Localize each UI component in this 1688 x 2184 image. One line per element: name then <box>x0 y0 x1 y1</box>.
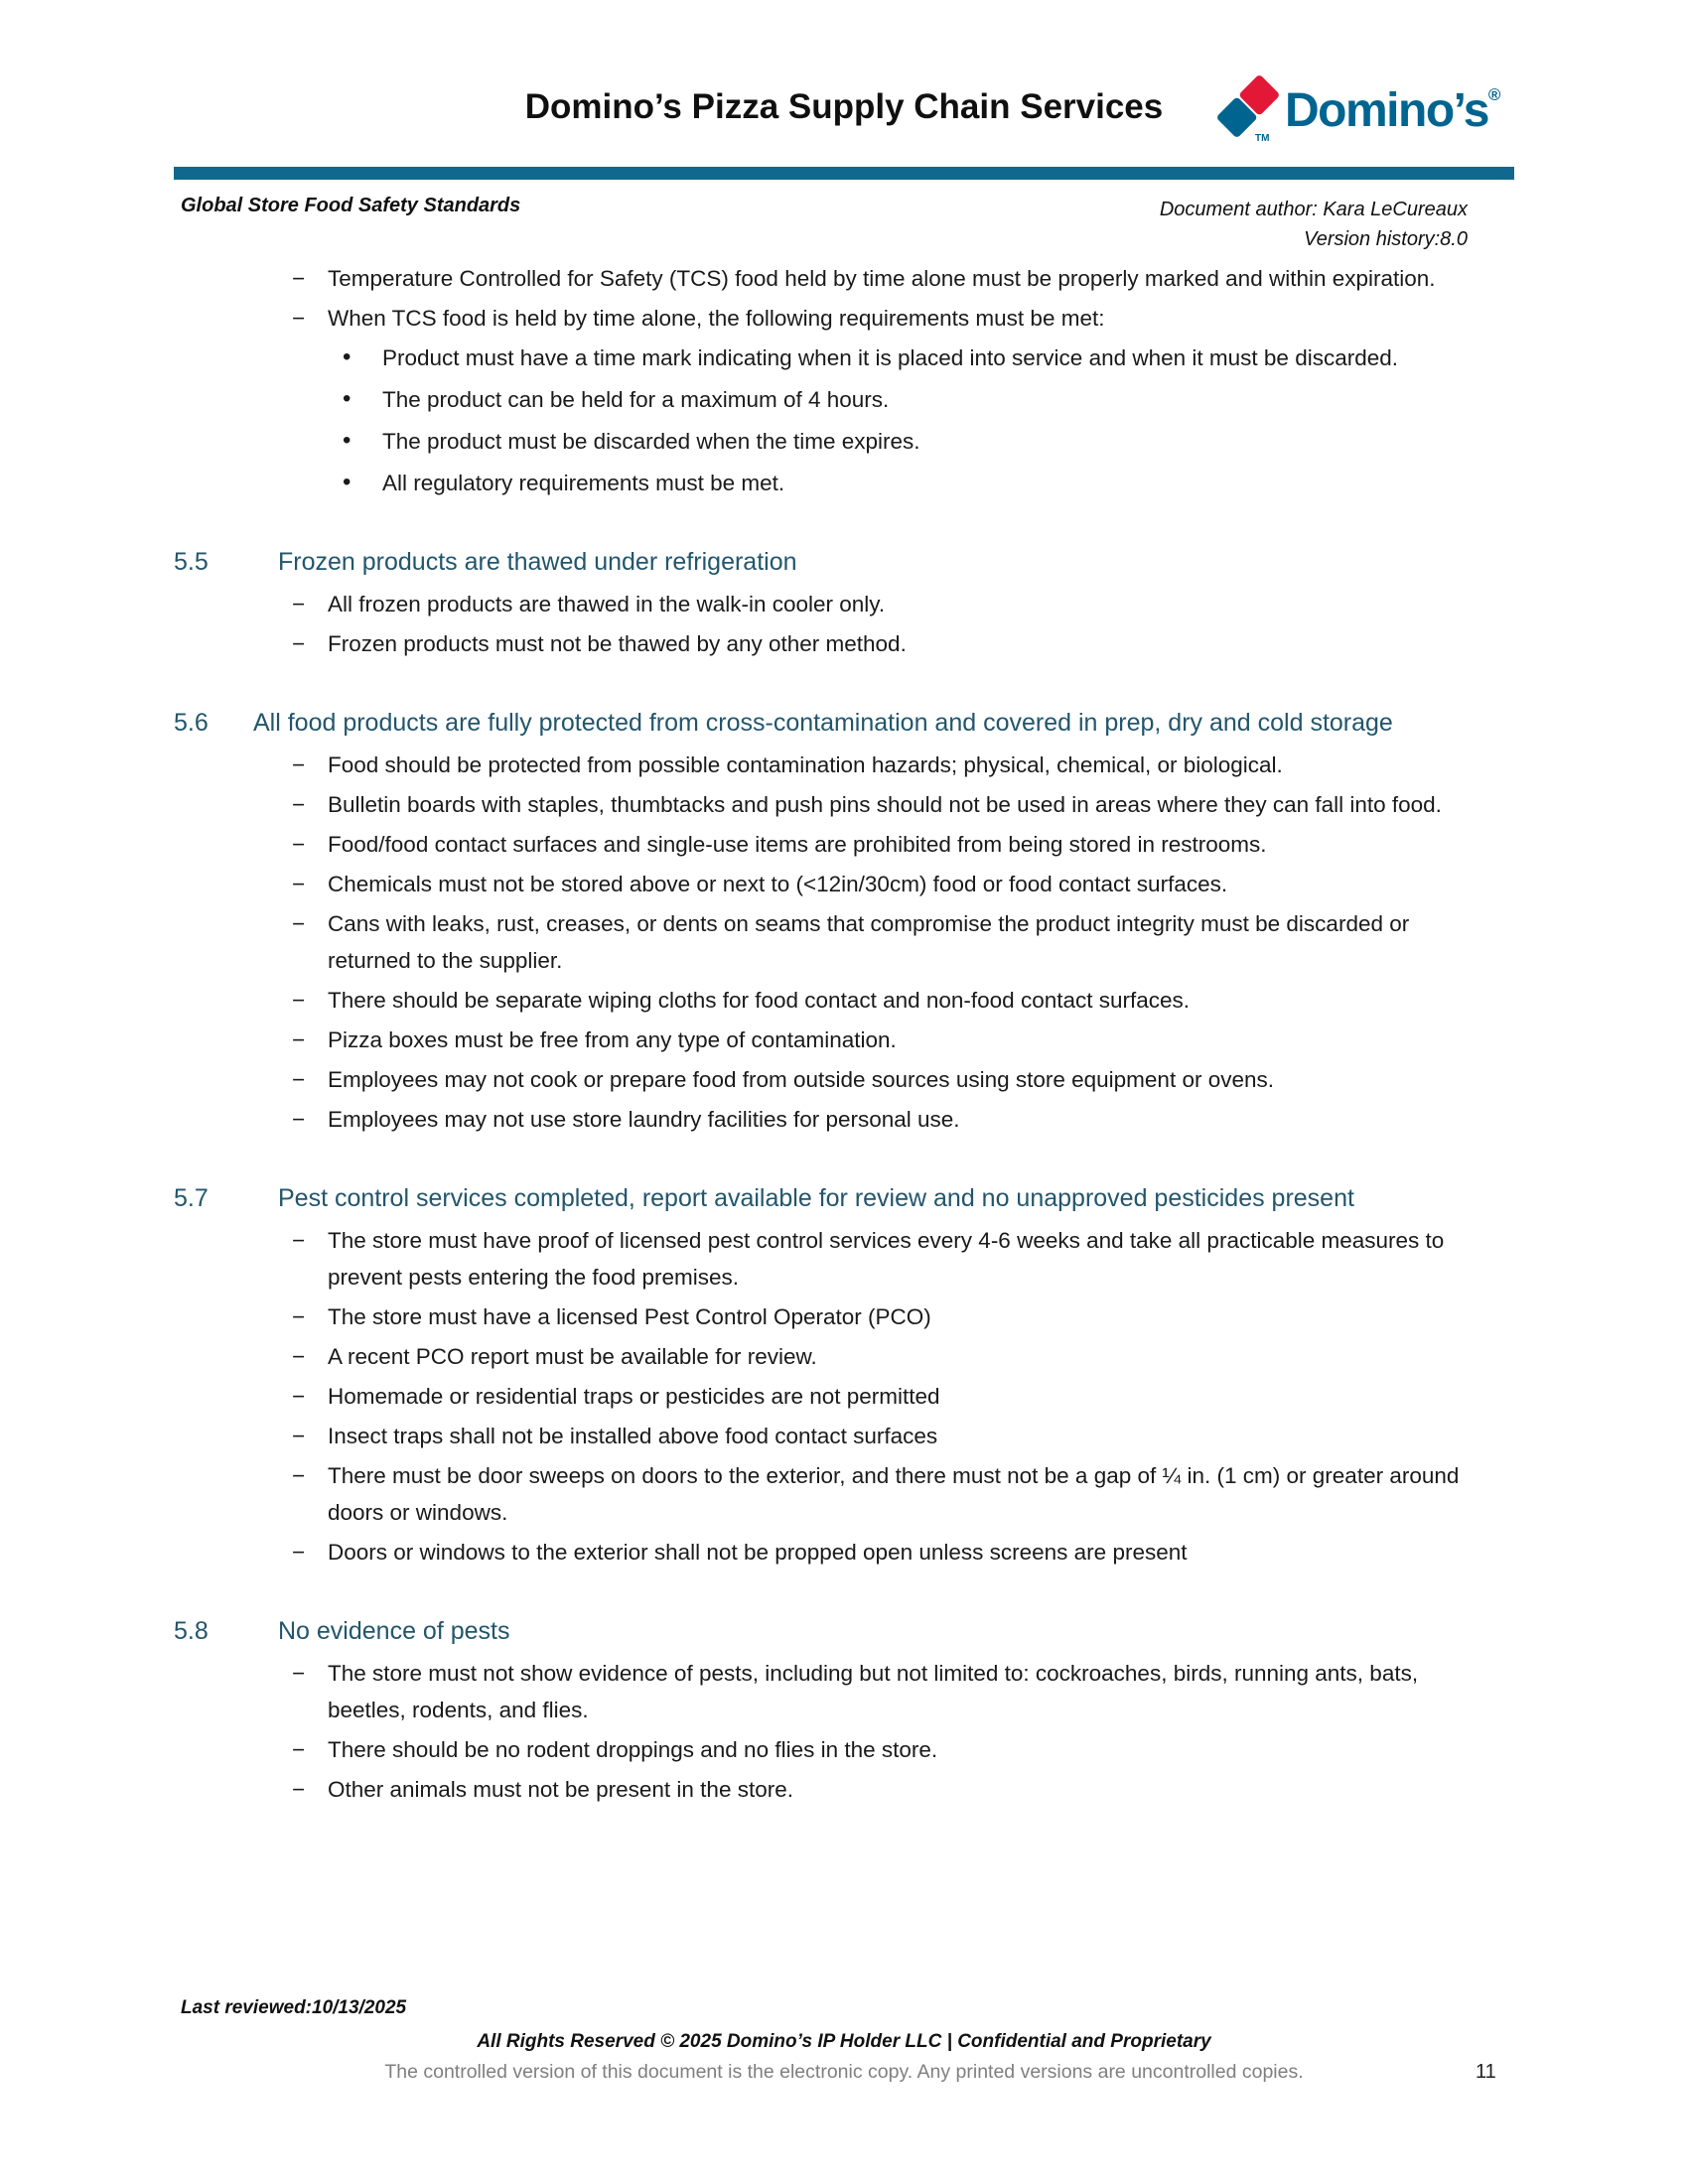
list-item: − Other animals must not be present in the store. <box>328 1771 1479 1808</box>
list-item: − Pizza boxes must be free from any type of contamination. <box>328 1022 1479 1058</box>
document-subtitle: Global Store Food Safety Standards <box>181 195 521 216</box>
dash-bullet-marker: − <box>292 1777 306 1802</box>
dominos-logo <box>1219 71 1517 151</box>
list-item: − Food should be protected from possible contamination hazards; physical, chemical, or biological. <box>328 747 1479 783</box>
dash-bullet-marker: − <box>292 1107 306 1132</box>
dot-bullet-marker: • <box>343 385 352 412</box>
list-item: − Bulletin boards with staples, thumbtacks and push pins should not be used in areas where they can fall into food. <box>328 786 1479 823</box>
list-item: − The store must have proof of licensed pest control services every 4-6 weeks and take all practicable measures to prevent pests entering the food premises. <box>328 1222 1479 1296</box>
document-meta <box>1160 195 1468 254</box>
list-item: − Insect traps shall not be installed above food contact surfaces <box>328 1418 1479 1454</box>
header-divider-bar <box>174 167 1514 180</box>
list-item: • Product must have a time mark indicating when it is placed into service and when it must be discarded. <box>382 340 1479 376</box>
section-heading <box>0 1612 1688 1650</box>
list-item: − When TCS food is held by time alone, the following requirements must be met: <box>328 300 1479 337</box>
dash-bullet-marker: − <box>292 832 306 857</box>
page-number: 11 <box>1476 2061 1496 2083</box>
dash-bullet-marker: − <box>292 1304 306 1329</box>
last-reviewed-date: Last reviewed:10/13/2025 <box>181 1997 407 2018</box>
controlled-copy-notice: The controlled version of this document is the electronic copy. Any printed versions are uncontrolled copies. <box>384 2061 1304 2083</box>
logo-tm-mark: TM <box>1255 133 1270 144</box>
list-item: − Cans with leaks, rust, creases, or dents on seams that compromise the product integrity must be discarded or returned to the supplier. <box>328 905 1479 979</box>
document-author: Document author: Kara LeCureaux <box>1159 199 1468 220</box>
dot-bullet-marker: • <box>343 343 352 370</box>
dash-bullet-marker: − <box>292 1540 306 1565</box>
dash-bullet-marker: − <box>292 631 306 656</box>
dash-bullet-marker: − <box>292 266 306 291</box>
list-item: − There should be separate wiping cloths for food contact and non-food contact surfaces. <box>328 982 1479 1019</box>
list-item: − There should be no rodent droppings and no flies in the store. <box>328 1731 1479 1768</box>
section-title: Pest control services completed, report available for review and no unapproved pesticides present <box>278 1184 1354 1212</box>
list-item: • The product can be held for a maximum of 4 hours. <box>382 381 1479 418</box>
list-item: − The store must not show evidence of pests, including but not limited to: cockroaches, birds, running ants, bats, beetles, rodents, and flies. <box>328 1655 1479 1728</box>
logo-brand-text: Domino’s <box>1285 84 1488 137</box>
section-heading <box>0 1179 1688 1217</box>
section-number: 5.6 <box>174 709 209 737</box>
list-item: − Employees may not use store laundry facilities for personal use. <box>328 1101 1479 1138</box>
list-item: − Frozen products must not be thawed by any other method. <box>328 625 1479 662</box>
section-title: Frozen products are thawed under refrigeration <box>278 548 797 576</box>
dash-bullet-marker: − <box>292 872 306 896</box>
version-history: Version history:8.0 <box>1304 228 1468 250</box>
list-item: − Temperature Controlled for Safety (TCS) food held by time alone must be properly marked and within expiration. <box>328 260 1479 297</box>
dash-bullet-marker: − <box>292 306 306 331</box>
dot-bullet-marker: • <box>343 469 352 495</box>
section-title: No evidence of pests <box>278 1617 510 1645</box>
domino-tile-icon <box>1215 73 1280 138</box>
dash-bullet-marker: − <box>292 1424 306 1448</box>
dash-bullet-marker: − <box>292 1344 306 1369</box>
list-item: − Homemade or residential traps or pesticides are not permitted <box>328 1378 1479 1415</box>
dash-bullet-marker: − <box>292 792 306 817</box>
dash-bullet-marker: − <box>292 988 306 1013</box>
body-content <box>0 260 1688 1811</box>
section-title: All food products are fully protected from cross-contamination and covered in prep, dry and cold storage <box>253 709 1393 737</box>
logo-wordmark <box>1285 83 1500 138</box>
registered-mark: ® <box>1487 85 1501 104</box>
list-item: • All regulatory requirements must be met. <box>382 465 1479 501</box>
section-number: 5.5 <box>174 548 209 576</box>
list-item: − Chemicals must not be stored above or next to (<12in/30cm) food or food contact surfaces. <box>328 866 1479 902</box>
list-item: − A recent PCO report must be available for review. <box>328 1338 1479 1375</box>
list-item: − There must be door sweeps on doors to the exterior, and there must not be a gap of ¼ in. (1 cm) or greater around doors or windows. <box>328 1457 1479 1531</box>
dash-bullet-marker: − <box>292 1027 306 1052</box>
section-number: 5.8 <box>174 1617 209 1645</box>
copyright-line: All Rights Reserved © 2025 Domino’s IP Holder LLC | Confidential and Proprietary <box>477 2031 1211 2052</box>
list-item: − All frozen products are thawed in the walk-in cooler only. <box>328 586 1479 622</box>
section-heading <box>0 704 1688 742</box>
dash-bullet-marker: − <box>292 752 306 777</box>
list-item: − Employees may not cook or prepare food from outside sources using store equipment or ovens. <box>328 1061 1479 1098</box>
dash-bullet-marker: − <box>292 911 306 936</box>
section-number: 5.7 <box>174 1184 209 1212</box>
dash-bullet-marker: − <box>292 1463 306 1488</box>
dash-bullet-marker: − <box>292 1228 306 1253</box>
list-item: − Food/food contact surfaces and single-use items are prohibited from being stored in restrooms. <box>328 826 1479 863</box>
dash-bullet-marker: − <box>292 1737 306 1762</box>
dot-bullet-marker: • <box>343 427 352 454</box>
list-item: − Doors or windows to the exterior shall not be propped open unless screens are present <box>328 1534 1479 1570</box>
dash-bullet-marker: − <box>292 1067 306 1092</box>
dash-bullet-marker: − <box>292 592 306 616</box>
list-item: − The store must have a licensed Pest Control Operator (PCO) <box>328 1298 1479 1335</box>
dash-bullet-marker: − <box>292 1384 306 1409</box>
page-title: Domino’s Pizza Supply Chain Services <box>524 87 1164 126</box>
section-heading <box>0 543 1688 581</box>
list-item: • The product must be discarded when the time expires. <box>382 423 1479 460</box>
dash-bullet-marker: − <box>292 1661 306 1686</box>
